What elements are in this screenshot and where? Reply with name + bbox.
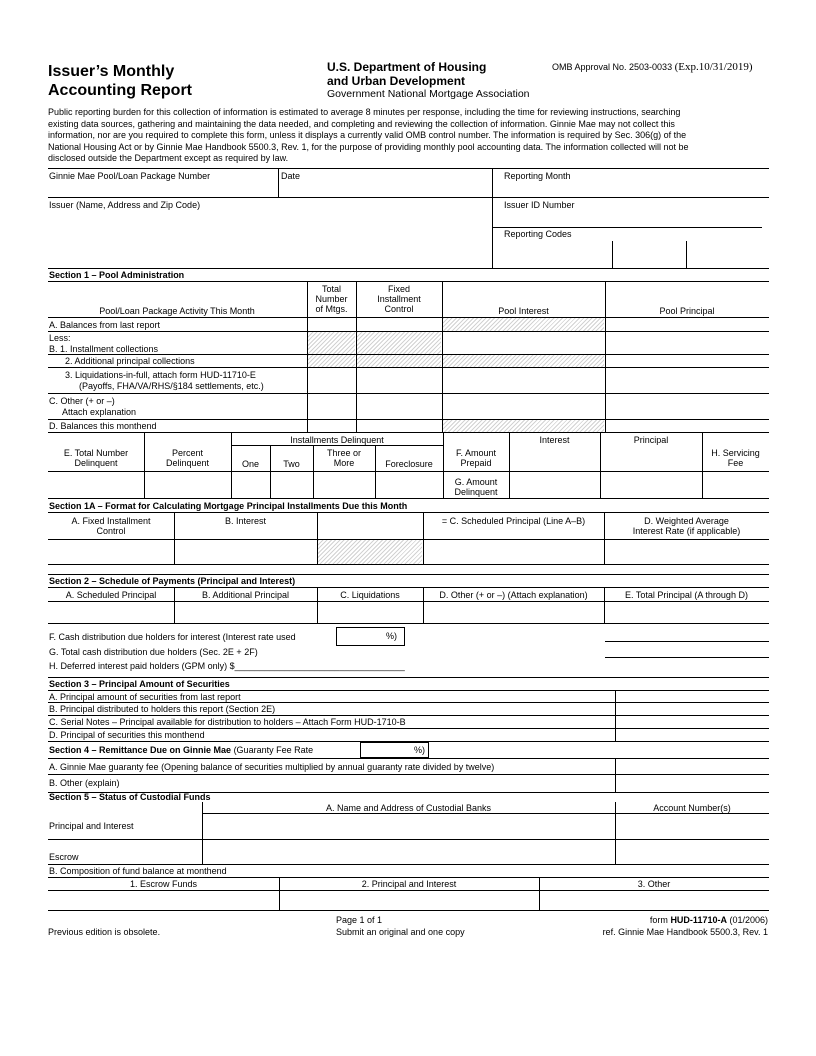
date-field[interactable]: Date	[281, 171, 301, 181]
row-balances-monthend: D. Balances this monthend	[49, 421, 157, 431]
form-prefix: form	[649, 915, 671, 925]
servicing-fee-label: H. Servicing	[711, 448, 760, 458]
obsolete-notice: Previous edition is obsolete.	[48, 927, 161, 937]
three-or-more-header	[313, 448, 375, 468]
col-fixed-label: Fixed	[387, 284, 410, 294]
col-mtgs-label: Number	[315, 294, 348, 304]
col-mtgs-label: of Mtgs.	[315, 304, 348, 314]
total-cash-distribution-line: G. Total cash distribution due holders (Sec. 2E + 2F)	[49, 647, 258, 657]
issuer-field[interactable]: Issuer (Name, Address and Zip Code)	[49, 200, 201, 210]
section4-title	[49, 745, 313, 755]
cash-interest-amount-line[interactable]	[605, 641, 769, 642]
form-number	[650, 915, 768, 925]
total-cash-amount-line[interactable]	[605, 657, 769, 658]
reporting-codes-field[interactable]: Reporting Codes	[504, 229, 572, 239]
fund-composition-row: B. Composition of fund balance at monthend	[49, 866, 227, 876]
agency-line1: U.S. Department of Housing	[327, 60, 487, 74]
burden-line: existing data sources, gathering and maintaining the data needed, and completing and reviewing the collection of information. Ginnie Mae may not collect this	[48, 118, 675, 129]
serial-notes-row: C. Serial Notes – Principal available for distribution to holders – Attach Form HUD-1710-B	[49, 717, 406, 727]
amount-prepaid-header	[443, 448, 509, 468]
fixed-installment-control-label: A. Fixed Installment	[71, 516, 151, 526]
interest-rate-percent: %)	[386, 631, 397, 641]
col-pool-principal-header	[605, 306, 769, 316]
handbook-reference: ref. Ginnie Mae Handbook 5500.3, Rev. 1	[602, 927, 768, 937]
col-mtgs-label: Total	[321, 284, 341, 294]
pi-funds-label: 2. Principal and Interest	[361, 879, 457, 889]
row-additional-principal: 2. Additional principal collections	[65, 356, 195, 366]
amount-delinquent-label: Delinquent	[454, 487, 498, 497]
installments-delinquent-header	[231, 435, 443, 445]
omb-approval	[552, 61, 753, 73]
agency-line3: Government National Mortgage Association	[327, 88, 530, 100]
weighted-average-rate-header	[604, 516, 769, 536]
hatched-cell	[308, 355, 355, 367]
foreclosure-header	[375, 459, 443, 469]
section4-title-text: Section 4 – Remittance Due on Ginnie Mae	[49, 745, 232, 755]
col-activity-header	[48, 306, 306, 316]
col-fixed-header	[356, 284, 442, 314]
additional-principal-header	[174, 590, 317, 600]
omb-expiration: (Exp.10/31/2019)	[674, 61, 753, 73]
col-fixed-label: Control	[384, 304, 414, 314]
row-other-explanation: Attach explanation	[62, 407, 137, 417]
account-number-label: Account Number(s)	[653, 803, 731, 813]
principal-label: Principal	[633, 435, 669, 445]
percent-delinquent-label: Percent	[171, 448, 204, 458]
hatched-cell	[443, 355, 604, 367]
additional-principal-label: B. Additional Principal	[201, 590, 290, 600]
burden-statement	[48, 107, 770, 165]
hatched-cell	[443, 318, 604, 331]
other-label: D. Other (+ or –) (Attach explanation)	[439, 590, 588, 600]
col-mtgs-header	[307, 284, 356, 314]
liquidations-header	[317, 590, 423, 600]
one-header	[231, 459, 270, 469]
foreclosure-label: Foreclosure	[385, 459, 433, 469]
custodial-bank-header	[202, 803, 615, 813]
col-activity-label: Pool/Loan Package Activity This Month	[99, 306, 255, 316]
interest-rate-input[interactable]	[336, 627, 405, 646]
section1a-title: Section 1A – Format for Calculating Mortgage Principal Installments Due this Month	[49, 501, 408, 511]
percent-delinquent-label: Delinquent	[165, 458, 210, 468]
scheduled-principal-header	[48, 590, 174, 600]
other-explain-row: B. Other (explain)	[49, 778, 120, 788]
scheduled-principal-calc-label: = C. Scheduled Principal (Line A–B)	[441, 516, 586, 526]
row-installment-collections: B. 1. Installment collections	[49, 344, 159, 354]
one-label: One	[241, 459, 259, 469]
principal-monthend-row: D. Principal of securities this monthend	[49, 730, 205, 740]
form-title-line2: Accounting Report	[48, 82, 192, 99]
total-delinquent-header	[48, 448, 144, 468]
guaranty-fee-rate-input[interactable]	[360, 742, 429, 758]
form-title	[48, 62, 192, 100]
total-delinquent-label: E. Total Number	[63, 448, 129, 458]
page-number: Page 1 of 1	[336, 915, 383, 925]
hatched-cell	[357, 332, 441, 354]
other-funds-label: 3. Other	[637, 879, 671, 889]
section5-title: Section 5 – Status of Custodial Funds	[49, 792, 211, 802]
interest-label: Interest	[539, 435, 570, 445]
section1-title: Section 1 – Pool Administration	[49, 270, 185, 280]
agency-line2: and Urban Development	[327, 74, 466, 88]
hatched-cell	[308, 332, 355, 354]
s1a-interest-header	[174, 516, 317, 526]
hatched-cell	[318, 540, 422, 564]
custodial-bank-label: A. Name and Address of Custodial Banks	[325, 803, 492, 813]
col-fixed-label: Installment	[377, 294, 421, 304]
cash-distribution-interest-line: F. Cash distribution due holders for interest (Interest rate used	[49, 632, 296, 642]
escrow-funds-header	[48, 879, 279, 889]
principal-header	[600, 435, 702, 445]
principal-interest-row: Principal and Interest	[49, 821, 134, 831]
s1a-interest-label: B. Interest	[224, 516, 267, 526]
amount-delinquent-header	[443, 477, 509, 497]
two-label: Two	[283, 459, 300, 469]
interest-header	[509, 435, 600, 445]
other-funds-header	[539, 879, 769, 889]
form-date: (01/2006)	[726, 915, 768, 925]
guaranty-fee-row: A. Ginnie Mae guaranty fee (Opening balance of securities multiplied by annual guaranty rate divided by twelve)	[49, 762, 495, 772]
amount-prepaid-label: Prepaid	[460, 458, 492, 468]
amount-prepaid-label: F. Amount	[455, 448, 497, 458]
burden-line: information, nor are you required to complete this form, unless it displays a currently valid OMB control number. The information is required by Sec. 306(g) of the	[48, 130, 687, 140]
row-less: Less:	[49, 333, 71, 343]
total-principal-label: E. Total Principal (A through D)	[625, 590, 748, 600]
burden-line: Public reporting burden for this collection of information is estimated to average 8 minutes per response, including the time for reviewing instructions, searching	[48, 107, 681, 117]
form-id: HUD-11710-A	[670, 915, 727, 925]
row-liquidations: 3. Liquidations-in-full, attach form HUD-11710-E	[65, 370, 256, 380]
issuer-id-field[interactable]: Issuer ID Number	[504, 200, 575, 210]
section3-title: Section 3 – Principal Amount of Securities	[49, 679, 230, 689]
section2-title: Section 2 – Schedule of Payments (Principal and Interest)	[49, 576, 296, 586]
col-pool-principal-label: Pool Principal	[659, 306, 715, 316]
burden-line: National Housing Act or by Ginnie Mae Handbook 5500.3, Rev. 1, for the purpose of providing monthly pool accounting data. The information collected will not be	[48, 141, 689, 152]
amount-delinquent-label: G. Amount	[454, 477, 498, 487]
installments-delinquent-label: Installments Delinquent	[290, 435, 384, 445]
total-delinquent-label: Delinquent	[74, 458, 118, 468]
total-principal-header	[604, 590, 769, 600]
account-number-header	[615, 803, 769, 813]
row-other: C. Other (+ or –)	[49, 396, 115, 406]
form-title-line1: Issuer’s Monthly	[48, 63, 175, 80]
section4-title-suffix: (Guaranty Fee Rate	[233, 745, 314, 755]
burden-line: disclosed outside the Department except as required by law.	[48, 153, 289, 163]
escrow-funds-label: 1. Escrow Funds	[129, 879, 198, 889]
servicing-fee-label: Fee	[727, 458, 744, 468]
submit-instructions: Submit an original and one copy	[336, 927, 465, 937]
scheduled-principal-calc-header	[423, 516, 604, 526]
principal-last-report-row: A. Principal amount of securities from last report	[49, 692, 241, 702]
three-or-more-label: Three or	[326, 448, 361, 458]
deferred-interest-line[interactable]: H. Deferred interest paid holders (GPM only) $__________________________________	[49, 661, 405, 671]
row-balances-last-report: A. Balances from last report	[49, 320, 161, 330]
guaranty-fee-rate-percent: %)	[414, 745, 425, 755]
omb-number: OMB Approval No. 2503-0033	[552, 62, 673, 72]
pi-funds-header	[279, 879, 539, 889]
percent-delinquent-header	[144, 448, 231, 468]
col-pool-interest-label: Pool Interest	[498, 306, 549, 316]
col-pool-interest-header	[442, 306, 605, 316]
weighted-average-rate-label: D. Weighted Average	[644, 516, 729, 526]
agency-block	[327, 60, 530, 101]
two-header	[270, 459, 313, 469]
escrow-row: Escrow	[49, 852, 79, 862]
fixed-installment-control-label: Control	[96, 526, 126, 536]
scheduled-principal-label: A. Scheduled Principal	[65, 590, 157, 600]
row-liquidations-detail: (Payoffs, FHA/VA/RHS/§184 settlements, etc.)	[79, 381, 264, 391]
three-or-more-label: More	[333, 458, 355, 468]
principal-distributed-row: B. Principal distributed to holders this report (Section 2E)	[49, 704, 276, 714]
hatched-cell	[357, 355, 441, 367]
liquidations-label: C. Liquidations	[340, 590, 400, 600]
servicing-fee-header	[702, 448, 769, 468]
fixed-installment-control-header	[48, 516, 174, 536]
weighted-average-rate-label: Interest Rate (if applicable)	[632, 526, 741, 536]
pool-number-field[interactable]: Ginnie Mae Pool/Loan Package Number	[49, 171, 211, 181]
reporting-month-field[interactable]: Reporting Month	[504, 171, 571, 181]
other-header	[423, 590, 604, 600]
hatched-cell	[443, 420, 604, 432]
